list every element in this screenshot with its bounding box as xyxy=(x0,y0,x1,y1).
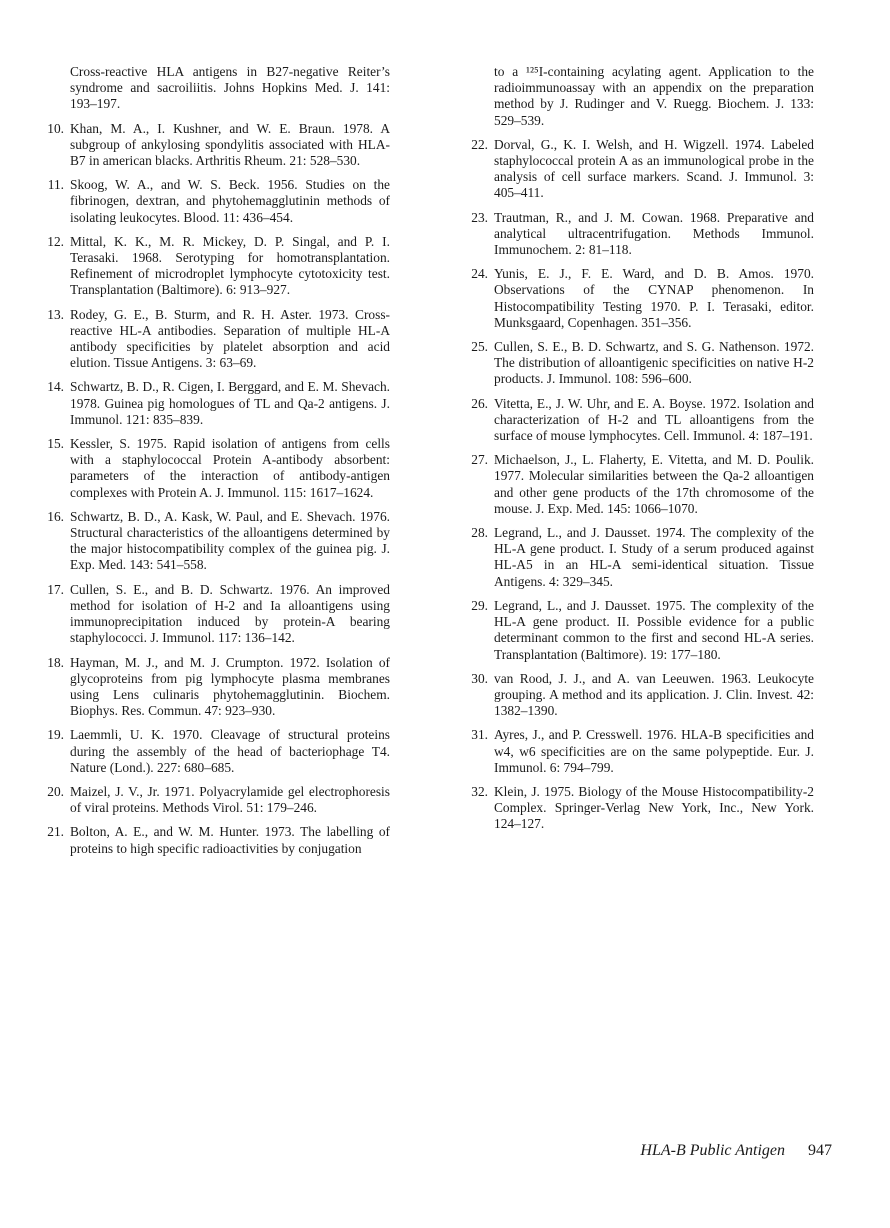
reference-text: Laemmli, U. K. 1970. Cleavage of structural proteins during the assembly of the head of bacteriophage T4. Nature (Lond.). 227: 680–685. xyxy=(70,727,390,775)
reference-text: Trautman, R., and J. M. Cowan. 1968. Preparative and analytical ultracentrifugation. Methods Immunol. Immunochem. 2: 81–118. xyxy=(494,209,814,258)
page-footer xyxy=(0,1142,890,1166)
left-reference-column xyxy=(47,64,390,865)
running-title: HLA-B Public Antigen xyxy=(640,1142,785,1159)
reference-text: Dorval, G., K. I. Welsh, and H. Wigzell. 1974. Labeled staphylococcal protein A as an immunological probe in the analysis of cell surface markers. Scand. J. Immunol. 3: 405–411. xyxy=(494,136,814,201)
reference-entry xyxy=(471,452,814,517)
reference-entry xyxy=(471,395,814,445)
reference-text: Vitetta, E., J. W. Uhr, and E. A. Boyse. 1972. Isolation and characterization of H-2 and TL alloantigens from the surface of mouse lymphocytes. Cell. Immunol. 4: 187–191. xyxy=(494,395,814,444)
reference-number: 16. xyxy=(47,508,64,524)
reference-text: Mittal, K. K., M. R. Mickey, D. P. Singal, and P. I. Terasaki. 1968. Serotyping for homotransplantation. Refinement of microdroplet lymphocyte cytotoxicity test. Transplantation (Baltimore). 6: 913–927. xyxy=(70,233,390,298)
reference-text: Michaelson, J., L. Flaherty, E. Vitetta, and M. D. Poulik. 1977. Molecular similarities between the Qa-2 alloantigen and other gene products of the 17th chromosome of the mouse. J. Exp. Med. 145: 1066–1070. xyxy=(494,452,814,516)
reference-entry xyxy=(471,209,814,259)
reference-text: Hayman, M. J., and M. J. Crumpton. 1972. Isolation of glycoproteins from pig lymphocyte plasma membranes using Lens culinaris phytohemagglutinin. Biochem. Biophys. Res. Commun. 47: 923–930. xyxy=(70,654,390,719)
reference-text: Schwartz, B. D., R. Cigen, I. Berggard, and E. M. Shevach. 1978. Guinea pig homologues of TL and Qa-2 antigens. J. Immunol. 121: 835–839. xyxy=(70,379,390,427)
reference-entry xyxy=(471,266,814,331)
reference-entry xyxy=(47,581,390,647)
reference-number: 32. xyxy=(471,783,488,799)
reference-number: 24. xyxy=(471,266,488,282)
reference-text: Kessler, S. 1975. Rapid isolation of antigens from cells with a staphylococcal Protein A-antibody absorbent: parameters of the interaction of antibody-antigen complexes with Protein A. J. Immunol. 115: 1617–1624. xyxy=(70,436,390,500)
reference-entry xyxy=(471,783,814,833)
reference-text: Yunis, E. J., F. E. Ward, and D. B. Amos. 1970. Observations of the CYNAP phenomenon. In Histocompatibility Testing 1970. P. I. Terasaki, editor. Munksgaard, Copenhagen. 351–356. xyxy=(494,266,814,330)
reference-text: Klein, J. 1975. Biology of the Mouse Histocompatibility-2 Complex. Springer-Verlag New York, Inc., New York. 124–127. xyxy=(494,783,814,832)
reference-entry xyxy=(471,339,814,388)
reference-text: Cross-reactive HLA antigens in B27-negative Reiter’s syndrome and sacroiliitis. Johns Hopkins Med. J. 141: 193–197. xyxy=(70,64,390,112)
reference-number: 27. xyxy=(471,452,488,468)
reference-text: Legrand, L., and J. Dausset. 1975. The complexity of the HL-A gene product. II. Possible evidence for a public determinant common to the first and second HL-A series. Transplantation (Baltimore). 19: 177–180. xyxy=(494,597,814,662)
reference-number: 17. xyxy=(47,581,64,597)
reference-number: 20. xyxy=(47,783,64,799)
reference-entry xyxy=(47,824,390,856)
reference-continuation xyxy=(474,64,814,129)
reference-entry xyxy=(47,436,390,501)
page-number: 947 xyxy=(808,1142,832,1159)
reference-entry xyxy=(47,120,390,170)
reference-number: 11. xyxy=(47,177,64,193)
reference-text: Rodey, G. E., B. Sturm, and R. H. Aster. 1973. Cross-reactive HL-A antibodies. Separation of multiple HL-A antibody specificities by platelet absorption and acid elution. Tissue Antigens. 3: 63–69. xyxy=(70,306,390,371)
reference-text: Maizel, J. V., Jr. 1971. Polyacrylamide gel electrophoresis of viral proteins. Methods Virol. 51: 179–246. xyxy=(70,783,390,816)
reference-entry xyxy=(47,233,390,299)
reference-entry xyxy=(47,379,390,428)
reference-entry xyxy=(471,597,814,663)
reference-entry xyxy=(47,783,390,816)
reference-text: to a ¹²⁵I-containing acylating agent. Application to the radioimmunoassay with an appendix on the preparation method by J. Rudinger and V. Ruegg. Biochem. J. 133: 529–539. xyxy=(494,64,814,128)
reference-number: 13. xyxy=(47,306,64,322)
reference-number: 31. xyxy=(471,727,488,743)
reference-number: 26. xyxy=(471,395,488,411)
reference-text: Schwartz, B. D., A. Kask, W. Paul, and E. Shevach. 1976. Structural characteristics of the alloantigens determined by the major histocompatibility complex of the guinea pig. J. Exp. Med. 143: 541–558. xyxy=(70,508,390,573)
reference-number: 14. xyxy=(47,379,64,395)
reference-text: Cullen, S. E., and B. D. Schwartz. 1976. An improved method for isolation of H-2 and Ia alloantigens using immunoprecipitation induced by protein-A bearing staphylococci. J. Immunol. 117: 136–142. xyxy=(70,581,390,646)
reference-entry xyxy=(47,727,390,776)
reference-number: 22. xyxy=(471,136,488,152)
reference-number: 21. xyxy=(47,824,64,840)
reference-number: 18. xyxy=(47,654,64,670)
reference-text: Ayres, J., and P. Cresswell. 1976. HLA-B specificities and w4, w6 specificities are on the same polypeptide. Eur. J. Immunol. 6: 794–799. xyxy=(494,727,814,775)
reference-entry xyxy=(471,136,814,202)
reference-number: 19. xyxy=(47,727,64,743)
reference-text: Cullen, S. E., B. D. Schwartz, and S. G. Nathenson. 1972. The distribution of alloantigenic specificities on native H-2 products. J. Immunol. 108: 596–600. xyxy=(494,339,814,387)
reference-entry xyxy=(47,177,390,226)
reference-number: 29. xyxy=(471,597,488,613)
reference-text: Skoog, W. A., and W. S. Beck. 1956. Studies on the fibrinogen, dextran, and phytohemagglutinin methods of isolating leukocytes. Blood. 11: 436–454. xyxy=(70,177,390,225)
reference-text: Bolton, A. E., and W. M. Hunter. 1973. The labelling of proteins to high specific radioactivities by conjugation xyxy=(70,824,390,856)
reference-text: van Rood, J. J., and A. van Leeuwen. 1963. Leukocyte grouping. A method and its application. J. Clin. Invest. 42: 1382–1390. xyxy=(494,670,814,719)
reference-number: 28. xyxy=(471,525,488,541)
reference-entry xyxy=(471,670,814,720)
right-reference-column xyxy=(471,64,814,841)
reference-continuation xyxy=(50,64,390,113)
reference-number: 30. xyxy=(471,670,488,686)
reference-text: Khan, M. A., I. Kushner, and W. E. Braun. 1978. A subgroup of ankylosing spondylitis associated with HLA-B7 in american blacks. Arthritis Rheum. 21: 528–530. xyxy=(70,120,390,169)
reference-number: 10. xyxy=(47,120,64,136)
reference-number: 12. xyxy=(47,233,64,249)
reference-number: 25. xyxy=(471,339,488,355)
reference-entry xyxy=(47,508,390,574)
reference-text: Legrand, L., and J. Dausset. 1974. The complexity of the HL-A gene product. I. Study of a serum produced against HL-A5 in an HL-A semi-identical situation. Tissue Antigens. 4: 329–345. xyxy=(494,525,814,589)
reference-entry xyxy=(47,306,390,372)
reference-number: 15. xyxy=(47,436,64,452)
reference-entry xyxy=(471,525,814,590)
reference-entry xyxy=(47,654,390,720)
reference-entry xyxy=(471,727,814,776)
reference-number: 23. xyxy=(471,209,488,225)
